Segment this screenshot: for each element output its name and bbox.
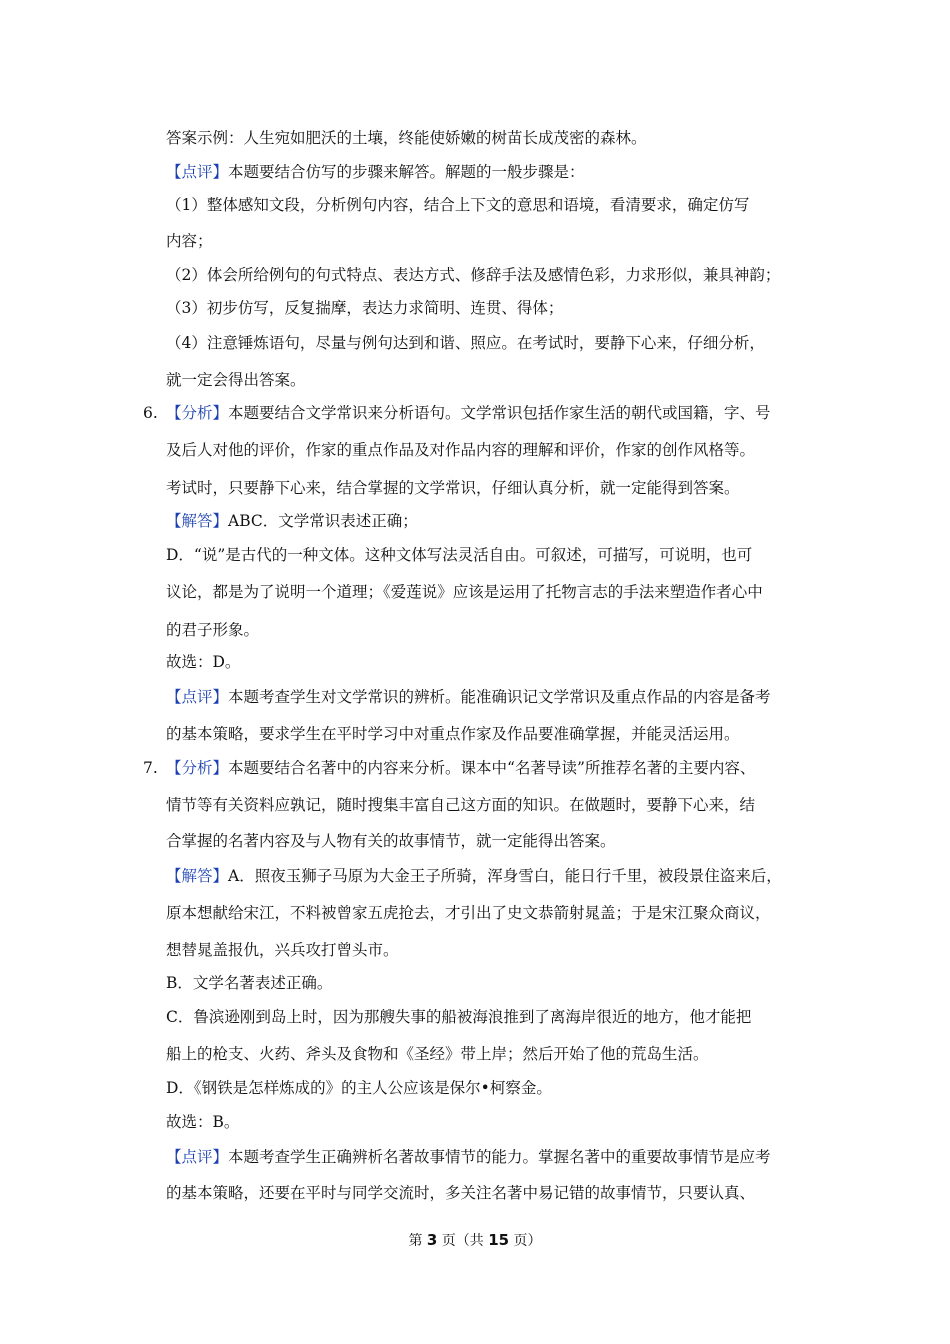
text-line: 【点评】本题考查学生对文学常识的辨析。能准确识记文学常识及重点作品的内容是备考 bbox=[166, 688, 771, 706]
text-line: 情节等有关资料应孰记，随时搜集丰富自己这方面的知识。在做题时，要静下心来，结 bbox=[166, 796, 756, 814]
text-line: 想替晁盖报仇，兴兵攻打曾头市。 bbox=[166, 941, 399, 959]
text-line: 船上的枪支、火药、斧头及食物和《圣经》带上岸；然后开始了他的荒岛生活。 bbox=[166, 1045, 709, 1063]
text-line: 【点评】本题考查学生正确辨析名著故事情节的能力。掌握名著中的重要故事情节是应考 bbox=[166, 1148, 771, 1166]
comment-tag: 【点评】 bbox=[166, 1148, 229, 1166]
question-number: 6. bbox=[143, 404, 158, 422]
analysis-tag: 【分析】 bbox=[166, 759, 229, 777]
comment-tag: 【点评】 bbox=[166, 688, 229, 706]
comment-tag: 【点评】 bbox=[166, 163, 229, 181]
text-line: 原本想献给宋江，不料被曾家五虎抢去，才引出了史文恭箭射晁盖；于是宋江聚众商议， bbox=[166, 904, 771, 922]
text-line: 故选：D。 bbox=[166, 653, 241, 671]
text-line: D．“说”是古代的一种文体。这种文体写法灵活自由。可叙述，可描写，可说明，也可 bbox=[166, 546, 753, 564]
text-line: 【分析】本题要结合文学常识来分析语句。文学常识包括作家生活的朝代或国籍，字、号 bbox=[166, 404, 771, 422]
text-line: （2）体会所给例句的句式特点、表达方式、修辞手法及感情色彩，力求形似，兼具神韵； bbox=[166, 266, 781, 284]
text-line: 考试时，只要静下心来，结合掌握的文学常识，仔细认真分析，就一定能得到答案。 bbox=[166, 479, 740, 497]
total-page-count: 15 bbox=[488, 1231, 510, 1249]
text-line: B．文学名著表述正确。 bbox=[166, 974, 333, 992]
text-line: C．鲁滨逊刚到岛上时，因为那艘失事的船被海浪推到了离海岸很近的地方，他才能把 bbox=[166, 1008, 752, 1026]
text-line: （3）初步仿写，反复揣摩，表达力求简明、连贯、得体； bbox=[166, 299, 564, 317]
text-line: 故选：B。 bbox=[166, 1113, 240, 1131]
text-line: 答案示例：人生宛如肥沃的土壤，终能使娇嫩的树苗长成茂密的森林。 bbox=[166, 129, 647, 147]
text-line: （1）整体感知文段，分析例句内容，结合上下文的意思和语境，看清要求，确定仿写 bbox=[166, 196, 750, 214]
text-line: D．《钢铁是怎样炼成的》的主人公应该是保尔•柯察金。 bbox=[166, 1079, 552, 1097]
text-line: 就一定会得出答案。 bbox=[166, 371, 306, 389]
text-line: 议论，都是为了说明一个道理；《爱莲说》应该是运用了托物言志的手法来塑造作者心中 bbox=[166, 583, 763, 601]
text-line: 的基本策略，要求学生在平时学习中对重点作家及作品要准确掌握，并能灵活运用。 bbox=[166, 725, 740, 743]
current-page-number: 3 bbox=[426, 1231, 438, 1249]
text-line: 【解答】ABC．文学常识表述正确； bbox=[166, 512, 418, 530]
text-line: 内容； bbox=[166, 232, 213, 250]
analysis-tag: 【分析】 bbox=[166, 404, 229, 422]
text-line: 合掌握的名著内容及与人物有关的故事情节，就一定能得出答案。 bbox=[166, 832, 616, 850]
answer-tag: 【解答】 bbox=[166, 867, 229, 885]
text-line: 【点评】本题要结合仿写的步骤来解答。解题的一般步骤是： bbox=[166, 163, 585, 181]
text-line: 的君子形象。 bbox=[166, 621, 260, 639]
text-line: 的基本策略，还要在平时与同学交流时，多关注名著中易记错的故事情节，只要认真、 bbox=[166, 1184, 756, 1202]
question-number: 7. bbox=[143, 759, 158, 777]
text-line: 及后人对他的评价，作家的重点作品及对作品内容的理解和评价，作家的创作风格等。 bbox=[166, 441, 756, 459]
text-line: 【分析】本题要结合名著中的内容来分析。课本中“名著导读”所推荐名著的主要内容、 bbox=[166, 759, 756, 777]
page-footer: 第 3 页（共 15 页） bbox=[408, 1231, 542, 1249]
text-line: （4）注意锤炼语句，尽量与例句达到和谐、照应。在考试时，要静下心来，仔细分析， bbox=[166, 334, 765, 352]
answer-tag: 【解答】 bbox=[166, 512, 229, 530]
text-line: 【解答】A．照夜玉狮子马原为大金王子所骑，浑身雪白，能日行千里，被段景住盗来后， bbox=[166, 867, 782, 885]
